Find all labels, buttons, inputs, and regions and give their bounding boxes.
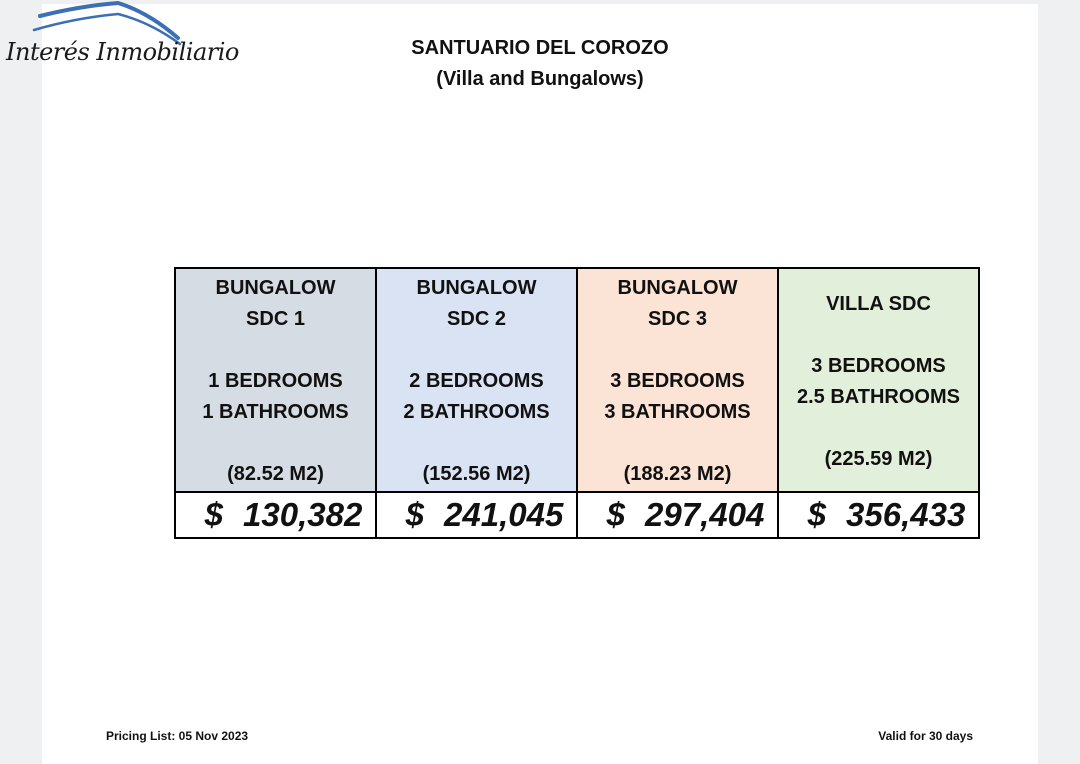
currency-symbol: $: [405, 496, 425, 533]
unit-name: BUNGALOW: [617, 277, 738, 299]
document-header: [0, 33, 1080, 95]
price-value: 297,404: [645, 496, 765, 533]
currency-symbol: $: [606, 496, 626, 533]
unit-area: (82.52 M2): [227, 463, 324, 485]
price-cell-villa-sdc: [778, 492, 979, 538]
page-title: SANTUARIO DEL COROZO: [411, 37, 669, 59]
pricing-table: [174, 267, 980, 539]
unit-info-row: [175, 268, 979, 492]
unit-bathrooms: 1 BATHROOMS: [202, 401, 349, 423]
unit-cell-bungalow-sdc-2: [376, 268, 577, 492]
price-value: 356,433: [846, 496, 966, 533]
unit-area: (152.56 M2): [422, 463, 531, 485]
unit-name: BUNGALOW: [416, 277, 537, 299]
unit-name: BUNGALOW: [215, 277, 336, 299]
unit-bedrooms: 3 BEDROOMS: [610, 370, 745, 392]
unit-cell-bungalow-sdc-1: [175, 268, 376, 492]
currency-symbol: $: [204, 496, 224, 533]
unit-bathrooms: 2.5 BATHROOMS: [797, 386, 960, 408]
unit-bedrooms: 3 BEDROOMS: [811, 355, 946, 377]
unit-code: SDC 3: [648, 308, 707, 330]
price-cell-bungalow-sdc-2: [376, 492, 577, 538]
unit-bathrooms: 3 BATHROOMS: [604, 401, 751, 423]
price-value: 130,382: [243, 496, 363, 533]
unit-bedrooms: 1 BEDROOMS: [208, 370, 343, 392]
unit-cell-villa-sdc: [778, 268, 979, 492]
unit-bedrooms: 2 BEDROOMS: [409, 370, 544, 392]
validity-note: Valid for 30 days: [878, 729, 973, 743]
unit-code: SDC 1: [246, 308, 305, 330]
unit-area: (225.59 M2): [824, 448, 933, 470]
price-row: [175, 492, 979, 538]
unit-area: (188.23 M2): [623, 463, 732, 485]
pricing-list-date: Pricing List: 05 Nov 2023: [106, 729, 249, 743]
unit-code: SDC 2: [447, 308, 506, 330]
unit-name: VILLA SDC: [826, 293, 931, 315]
price-value: 241,045: [444, 496, 564, 533]
price-cell-bungalow-sdc-1: [175, 492, 376, 538]
unit-cell-bungalow-sdc-3: [577, 268, 778, 492]
page-subtitle: (Villa and Bungalows): [436, 68, 644, 90]
price-cell-bungalow-sdc-3: [577, 492, 778, 538]
currency-symbol: $: [807, 496, 827, 533]
unit-bathrooms: 2 BATHROOMS: [403, 401, 550, 423]
logo-text: Interés Inmobiliario: [6, 38, 239, 66]
